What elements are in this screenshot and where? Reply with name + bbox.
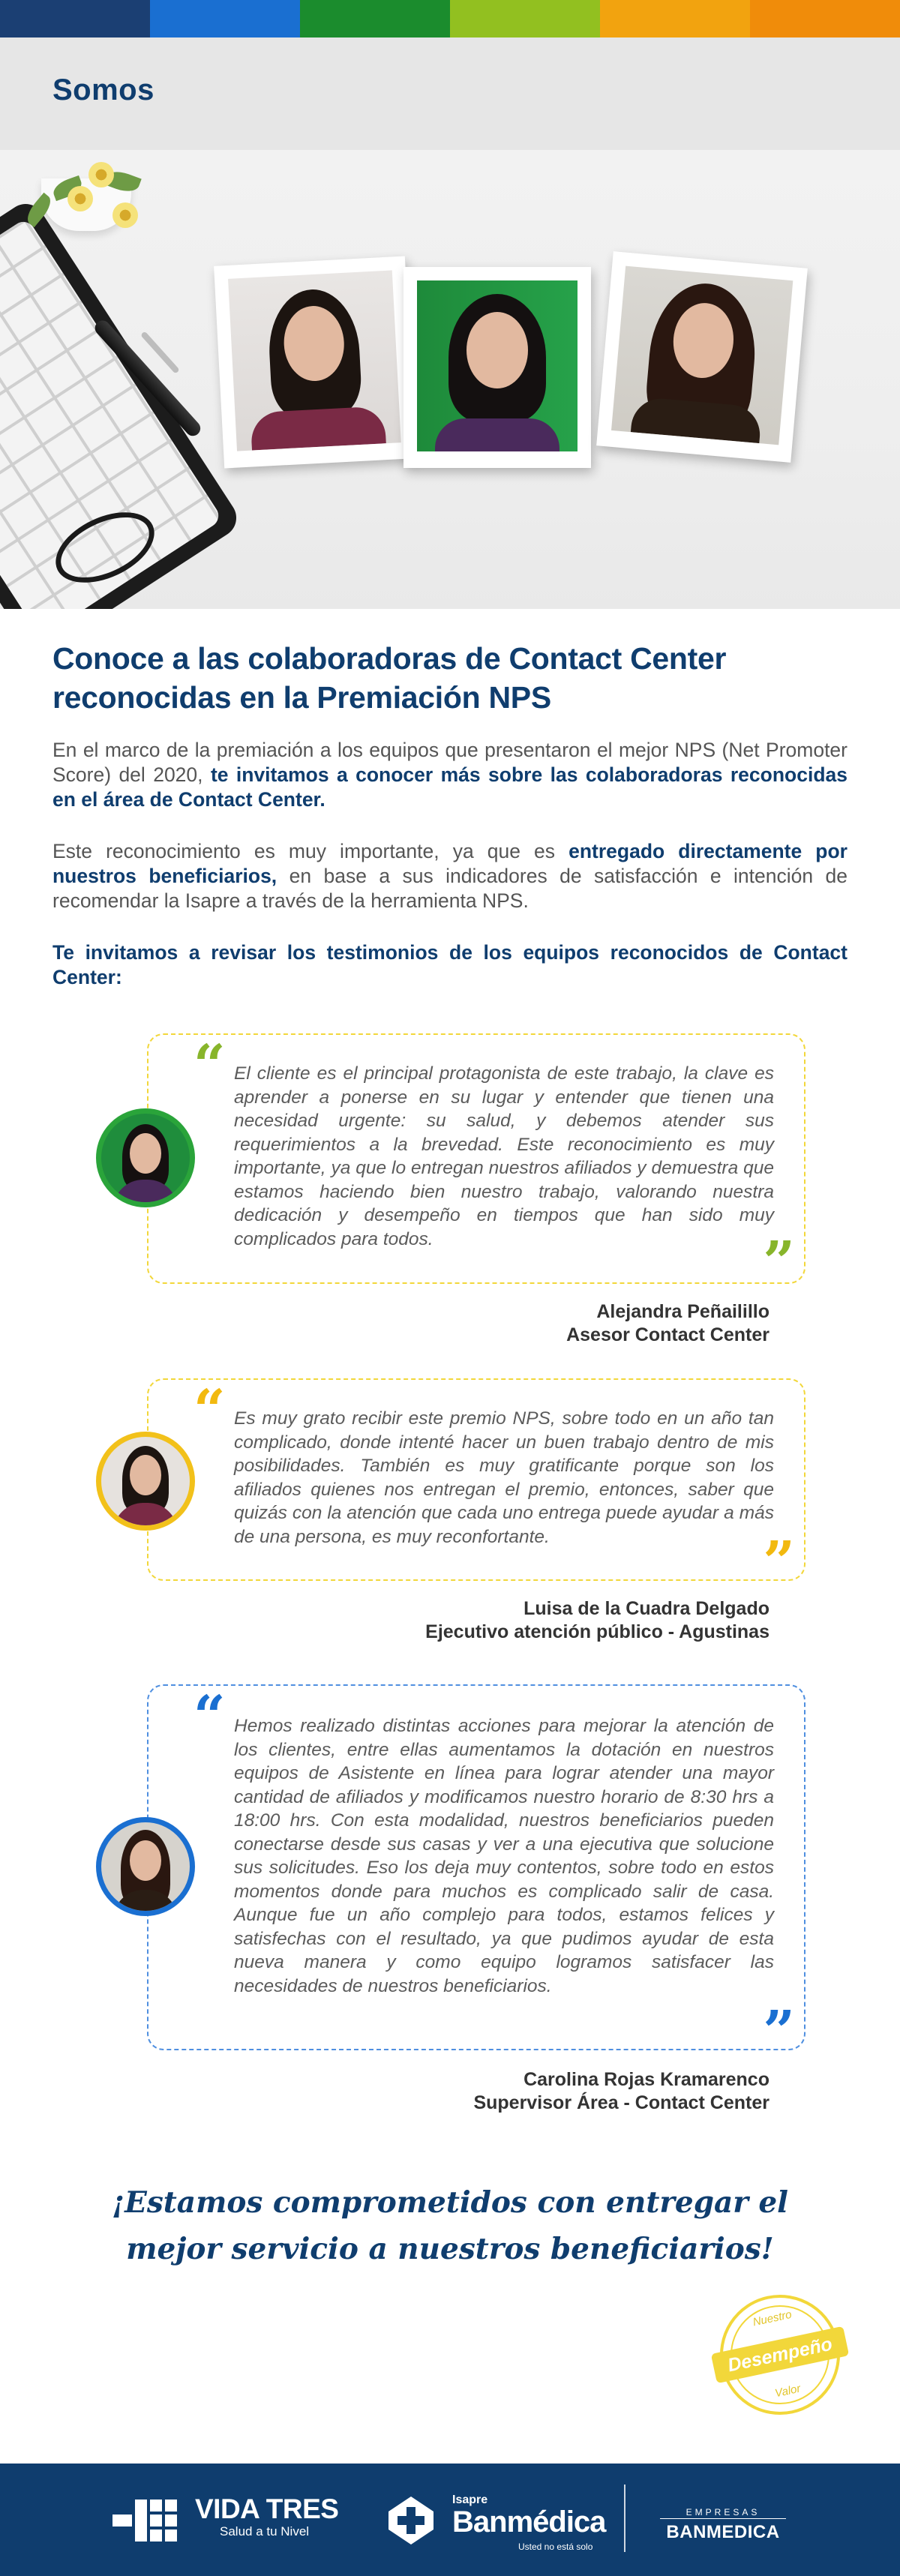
photo-portrait bbox=[228, 270, 401, 451]
section-title: Somos bbox=[52, 73, 154, 106]
photo-frame-3 bbox=[596, 251, 808, 463]
banmedica-logo-icon bbox=[381, 2491, 441, 2551]
recognition-paragraph bbox=[52, 839, 848, 913]
strip-segment bbox=[450, 0, 600, 37]
seal-band-text: Desempeño bbox=[711, 2326, 849, 2384]
empresas-banmedica-logo: BANMEDICA bbox=[666, 2522, 780, 2542]
testimonial-text: Hemos realizado distintas acciones para mejorar la atención de los clientes, entre ellas aumentamos la dotación en nuestros equipos de Asistente en línea para lograr atender una mayor cantidad de afiliados y modificamos nuestro horario de 8:30 hrs a 18:00 hrs. Con esta modalidad, nuestros beneficiarios pueden conectarse desde sus casas y ver a una ejecutiva que solucione sus solicitudes. Eso los deja muy contentos, sobre todo en estos momentos donde para muchos es complicado salir de casa. Aunque fue un año complejo para todos, estamos felices y satisfechas con el resultado, ya que pudimos ayudar de esta nueva manera y como equipo logramos satisfacer las necesidades de nuestros beneficiarios. bbox=[234, 1716, 774, 1996]
testimonial-card-2 bbox=[147, 1378, 806, 1594]
strip-segment bbox=[0, 0, 150, 37]
photo-frame-2 bbox=[404, 267, 591, 468]
section-header bbox=[0, 37, 900, 150]
author-role: Supervisor Área - Contact Center bbox=[473, 2092, 770, 2113]
testimonial-card-3 bbox=[147, 1684, 806, 2064]
seal-bottom-text: Valor bbox=[773, 2382, 802, 2401]
avatar bbox=[96, 1108, 195, 1207]
hero-image bbox=[0, 150, 900, 609]
strip-segment bbox=[600, 0, 750, 37]
empresas-label: EMPRESAS bbox=[686, 2507, 760, 2518]
author-role: Asesor Contact Center bbox=[566, 1324, 770, 1345]
vidatres-logo-icon bbox=[112, 2500, 184, 2542]
recognition-text-start: Este reconocimiento es muy importante, ya que es bbox=[52, 840, 556, 862]
footer-divider bbox=[624, 2485, 626, 2552]
strip-segment bbox=[150, 0, 300, 37]
author-role: Ejecutivo atención público - Agustinas bbox=[425, 1621, 770, 1642]
headline-line: reconocidas en la Premiación NPS bbox=[52, 680, 551, 715]
testimonial-author bbox=[473, 2068, 770, 2115]
strip-segment bbox=[750, 0, 900, 37]
author-name: Carolina Rojas Kramarenco bbox=[524, 2069, 770, 2090]
testimonial-text: El cliente es el principal protagonista de este trabajo, la clave es aprender a ponerse en su lugar y entender que tienen una necesidad urgente: su salud, y debemos atender sus requerimientos a la brevedad. Este reconocimiento es muy importante, ya que lo entregan nuestros afiliados y demuestra que estamos haciendo bien nuestro trabajo, valorando nuestra dedicación y desempeño en tiempos que han sido muy complicados para todos. bbox=[234, 1063, 774, 1249]
avatar bbox=[96, 1817, 195, 1916]
footer-logos bbox=[0, 2464, 900, 2576]
testimonial-text: Es muy grato recibir este premio NPS, sobre todo en un año tan complicado, donde intenté hacer un buen trabajo dentro de mis posibilidades. También es muy gratificante porque son los afiliados quienes nos entregan el premio, entonces, saber que quizás con la atención que cada uno entrega puede ayudar a más de una persona, es muy reconfortante. bbox=[234, 1408, 774, 1547]
empresas-underline bbox=[660, 2518, 786, 2519]
desempeno-seal bbox=[709, 2284, 851, 2426]
strip-segment bbox=[300, 0, 450, 37]
testimonial-author bbox=[425, 1597, 770, 1644]
quote-close-icon: ” bbox=[763, 1530, 795, 1594]
author-name: Alejandra Peñailillo bbox=[596, 1301, 770, 1322]
slogan-line: mejor servicio a nuestros beneficiarios! bbox=[126, 2232, 774, 2266]
quote-open-icon: “ bbox=[194, 1684, 226, 1749]
article-body bbox=[52, 639, 848, 990]
avatar bbox=[96, 1432, 195, 1531]
quote-open-icon: “ bbox=[194, 1378, 226, 1443]
vidatres-logo-name: VIDA TRES bbox=[195, 2494, 339, 2524]
article-headline bbox=[52, 639, 848, 717]
invite-paragraph: Te invitamos a revisar los testimonios de los equipos reconocidos de Contact Center: bbox=[52, 941, 848, 988]
quote-open-icon: “ bbox=[194, 1033, 226, 1098]
recognition-text-end: en base a sus indicadores de satisfacción e intención de recomendar la Isapre a través de la herramienta NPS. bbox=[52, 865, 848, 912]
intro-highlight: te invitamos a conocer más sobre las colaboradoras reconocidas en el área de Contact Center. bbox=[52, 763, 848, 811]
photo-portrait bbox=[611, 266, 793, 445]
author-name: Luisa de la Cuadra Delgado bbox=[524, 1598, 770, 1619]
banmedica-isapre-label: Isapre bbox=[452, 2494, 488, 2506]
testimonial-card-1 bbox=[147, 1033, 806, 1294]
quote-close-icon: ” bbox=[763, 1999, 795, 2064]
flower-shape bbox=[112, 202, 138, 228]
top-color-strip bbox=[0, 0, 900, 37]
intro-text: En el marco de la premiación a los equipos que presentaron el mejor NPS (Net Promoter Score) del 2020, bbox=[52, 739, 848, 786]
banmedica-logo-name: Banmédica bbox=[452, 2506, 606, 2539]
flower-shape bbox=[68, 186, 93, 211]
seal-top-text: Nuestro bbox=[752, 2308, 794, 2329]
intro-paragraph bbox=[52, 738, 848, 812]
flower-shape bbox=[88, 162, 114, 187]
headline-line: Conoce a las colaboradoras de Contact Center bbox=[52, 641, 727, 676]
photo-frame-1 bbox=[214, 256, 416, 469]
testimonial-author bbox=[566, 1300, 770, 1347]
quote-close-icon: ” bbox=[763, 1230, 795, 1294]
banmedica-logo-tagline: Usted no está solo bbox=[518, 2542, 593, 2552]
vidatres-logo-tagline: Salud a tu Nivel bbox=[220, 2524, 310, 2539]
photo-portrait bbox=[417, 280, 578, 451]
slogan-line: ¡Estamos comprometidos con entregar el bbox=[111, 2185, 788, 2220]
closing-slogan bbox=[0, 2179, 900, 2272]
recognition-highlight: entregado directamente por nuestros beneficiarios, bbox=[52, 840, 848, 887]
